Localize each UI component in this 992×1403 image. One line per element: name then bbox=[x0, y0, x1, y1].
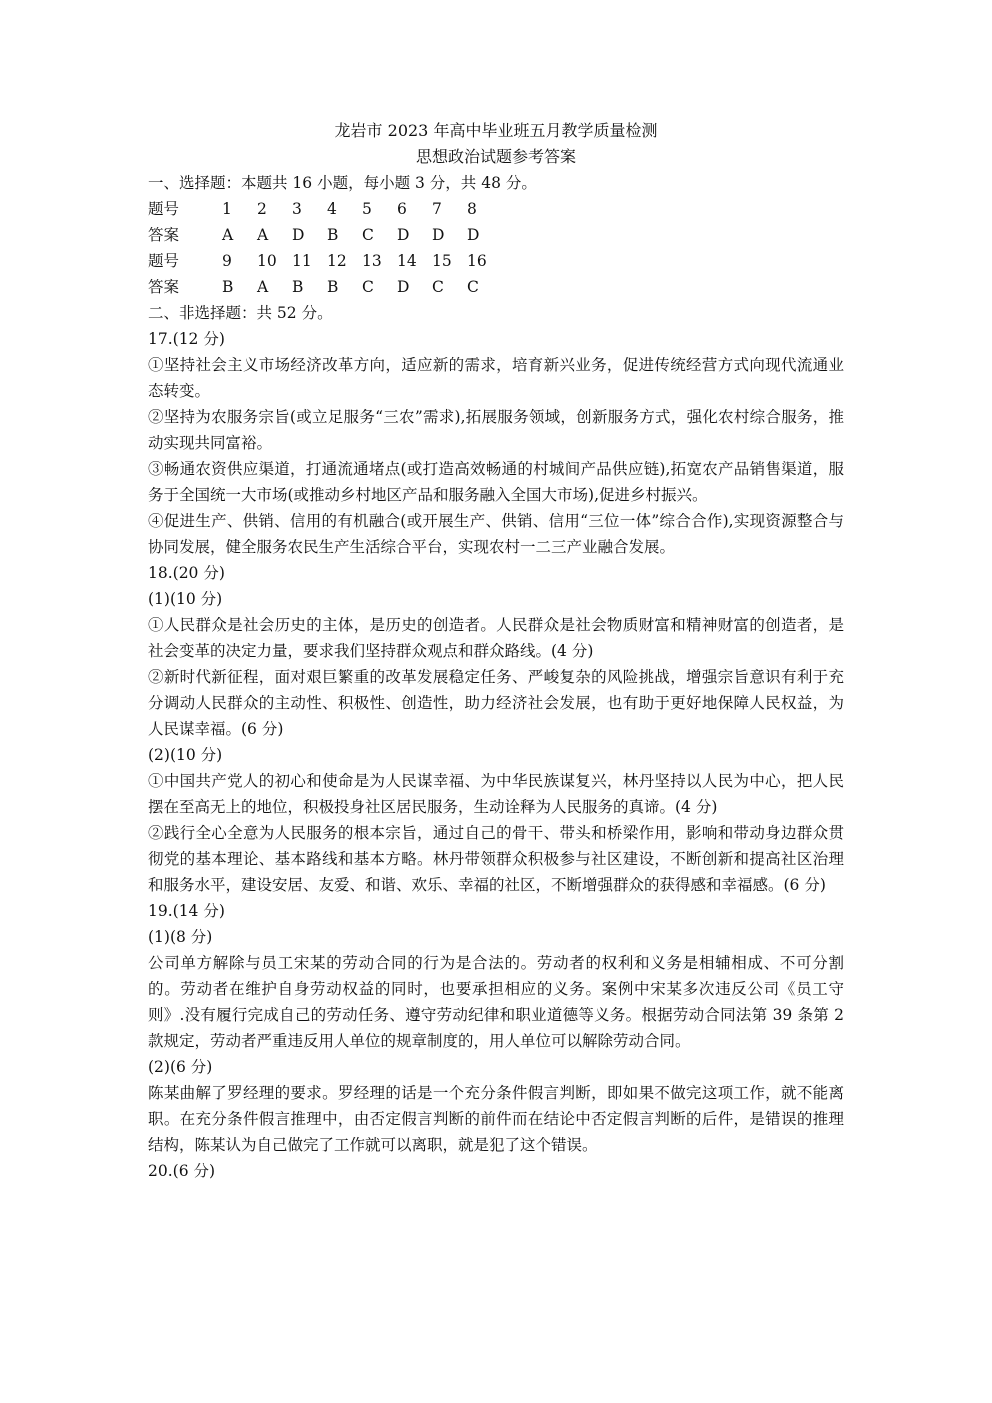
answer-cell: 16 bbox=[467, 252, 487, 270]
answer-cell: 12 bbox=[327, 252, 347, 270]
answer-cell: 5 bbox=[362, 200, 372, 218]
answer-paragraph: 公司单方解除与员工宋某的劳动合同的行为是合法的。劳动者的权利和义务是相辅相成、不可分割的。劳动者在维护自身劳动权益的同时，也要承担相应的义务。案例中宋某多次违反公司《员工守则》.没有履行完成自己的劳动任务、遵守劳动纪律和职业道德等义务。根据劳动合同法第 39 条第 2 款规定，劳动者严重违反用人单位的规章制度的，用人单位可以解除劳动合同。 bbox=[148, 954, 844, 1050]
row-label: 答案 bbox=[148, 278, 180, 296]
answer-cell: B bbox=[327, 226, 339, 244]
document-subtitle: 思想政治试题参考答案 bbox=[415, 147, 576, 166]
answer-cell: 9 bbox=[222, 252, 232, 270]
answer-paragraph: 陈某曲解了罗经理的要求。罗经理的话是一个充分条件假言判断，即如果不做完这项工作，就不能离职。在充分条件假言推理中，由否定假言判断的前件而在结论中否定假言判断的后件，是错误的推理结构，陈某认为自己做完了工作就可以离职，就是犯了这个错误。 bbox=[148, 1084, 844, 1154]
answer-paragraph: ②坚持为农服务宗旨(或立足服务“三农”需求),拓展服务领域，创新服务方式，强化农村综合服务，推动实现共同富裕。 bbox=[148, 408, 844, 452]
answer-cell: 10 bbox=[257, 252, 277, 270]
part1-heading: 一、选择题：本题共 16 小题，每小题 3 分，共 48 分。 bbox=[148, 174, 537, 192]
answer-cell: D bbox=[292, 226, 305, 244]
answer-cell: 14 bbox=[397, 252, 417, 270]
answer-cell: C bbox=[467, 278, 479, 296]
answer-paragraph: 18.(20 分) bbox=[148, 564, 225, 582]
answer-content bbox=[148, 118, 844, 1184]
answer-cell: A bbox=[222, 226, 234, 244]
answer-table-row bbox=[148, 248, 502, 274]
answer-cell: 8 bbox=[467, 200, 477, 218]
answer-cell: 15 bbox=[432, 252, 452, 270]
answer-paragraph: ③畅通农资供应渠道，打通流通堵点(或打造高效畅通的村城间产品供应链),拓宽农产品销售渠道，服务于全国统一大市场(或推动乡村地区产品和服务融入全国大市场),促进乡村振兴。 bbox=[148, 460, 844, 504]
answer-cell: C bbox=[432, 278, 444, 296]
document-title: 龙岩市 2023 年高中毕业班五月教学质量检测 bbox=[334, 121, 658, 140]
answer-cell: C bbox=[362, 226, 374, 244]
row-label: 题号 bbox=[148, 200, 180, 218]
answer-paragraph: (1)(8 分) bbox=[148, 928, 213, 946]
row-label: 答案 bbox=[148, 226, 180, 244]
answer-cell: B bbox=[292, 278, 304, 296]
answer-paragraph: 20.(6 分) bbox=[148, 1162, 216, 1180]
answer-table-row bbox=[148, 196, 502, 222]
answer-paragraph: ①中国共产党人的初心和使命是为人民谋幸福、为中华民族谋复兴，林丹坚持以人民为中心，把人民摆在至高无上的地位，积极投身社区居民服务，生动诠释为人民服务的真谛。(4 分) bbox=[148, 772, 844, 816]
answer-cell: D bbox=[397, 278, 410, 296]
answer-paragraph: ②新时代新征程，面对艰巨繁重的改革发展稳定任务、严峻复杂的风险挑战，增强宗旨意识有利于充分调动人民群众的主动性、积极性、创造性，助力经济社会发展，也有助于更好地保障人民权益，为人民谋幸福。(6 分) bbox=[148, 668, 844, 738]
answer-cell: D bbox=[467, 226, 480, 244]
answer-cell: 6 bbox=[397, 200, 407, 218]
answer-cell: 1 bbox=[222, 200, 232, 218]
answer-cell: 7 bbox=[432, 200, 442, 218]
answer-paragraph: ①坚持社会主义市场经济改革方向，适应新的需求，培育新兴业务，促进传统经营方式向现代流通业态转变。 bbox=[148, 356, 844, 400]
answer-paragraph: ①人民群众是社会历史的主体，是历史的创造者。人民群众是社会物质财富和精神财富的创造者，是社会变革的决定力量，要求我们坚持群众观点和群众路线。(4 分) bbox=[148, 616, 844, 660]
answer-cell: A bbox=[257, 278, 269, 296]
answer-cell: 11 bbox=[292, 252, 312, 270]
answer-paragraph: (2)(6 分) bbox=[148, 1058, 213, 1076]
part2-heading: 二、非选择题：共 52 分。 bbox=[148, 304, 333, 322]
answer-cell: 4 bbox=[327, 200, 337, 218]
answer-paragraph: ④促进生产、供销、信用的有机融合(或开展生产、供销、信用“三位一体”综合合作),实现资源整合与协同发展，健全服务农民生产生活综合平台，实现农村一二三产业融合发展。 bbox=[148, 512, 844, 556]
answer-table-row bbox=[148, 222, 502, 248]
answer-cell: B bbox=[222, 278, 234, 296]
answer-cell: 3 bbox=[292, 200, 302, 218]
answer-table bbox=[148, 196, 502, 300]
answer-paragraph: 17.(12 分) bbox=[148, 330, 225, 348]
answer-cell: A bbox=[257, 226, 269, 244]
answer-paragraph: 19.(14 分) bbox=[148, 902, 225, 920]
answer-cell: D bbox=[397, 226, 410, 244]
answer-cell: 13 bbox=[362, 252, 382, 270]
answer-cell: 2 bbox=[257, 200, 267, 218]
answer-paragraph: (2)(10 分) bbox=[148, 746, 223, 764]
answer-paragraph: (1)(10 分) bbox=[148, 590, 223, 608]
row-label: 题号 bbox=[148, 252, 180, 270]
answer-cell: B bbox=[327, 278, 339, 296]
part2-answers bbox=[148, 326, 844, 1184]
answer-paragraph: ②践行全心全意为人民服务的根本宗旨，通过自己的骨干、带头和桥梁作用，影响和带动身边群众贯彻党的基本理论、基本路线和基本方略。林丹带领群众积极参与社区建设，不断创新和提高社区治理和服务水平，建设安居、友爱、和谐、欢乐、幸福的社区，不断增强群众的获得感和幸福感。(6 分) bbox=[148, 824, 844, 894]
answer-cell: D bbox=[432, 226, 445, 244]
answer-cell: C bbox=[362, 278, 374, 296]
answer-table-row bbox=[148, 274, 502, 300]
